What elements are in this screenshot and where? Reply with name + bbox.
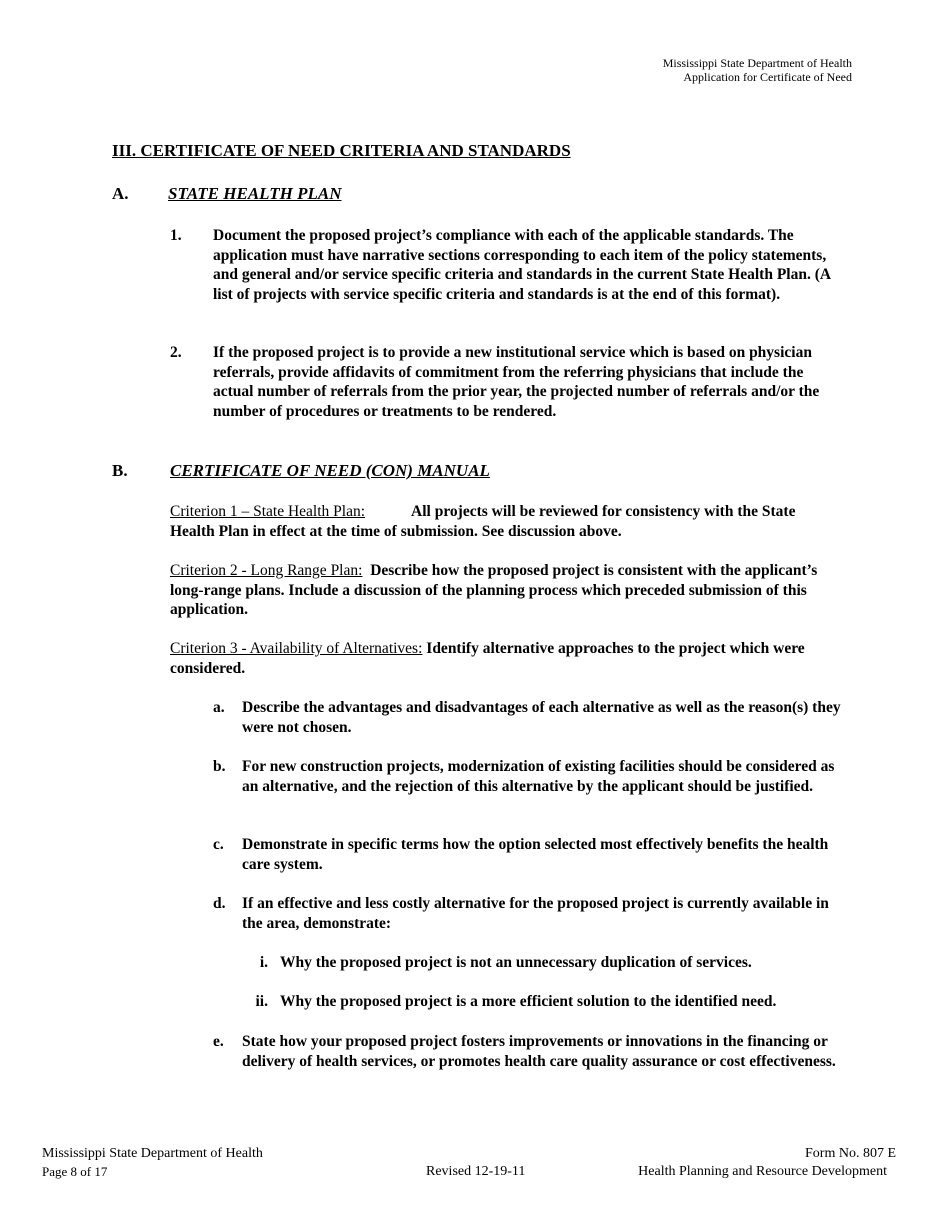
alternative-item-letter: a. bbox=[213, 699, 225, 716]
footer-revised-date: Revised 12-19-11 bbox=[426, 1164, 526, 1179]
alternative-item-letter: b. bbox=[213, 758, 226, 775]
footer-page-number: Page 8 of 17 bbox=[42, 1164, 108, 1179]
alternative-item-text: Demonstrate in specific terms how the option selected most effectively benefits the health care system. bbox=[242, 836, 829, 873]
criterion-1-text: All projects will be reviewed for consistency with the State Health Plan in effect at the time of submission. See discussion above. bbox=[170, 503, 796, 540]
part-a-title: STATE HEALTH PLAN bbox=[168, 184, 342, 203]
criterion-3-text: Identify alternative approaches to the project which were considered. bbox=[170, 640, 805, 677]
alternative-item-letter: e. bbox=[213, 1033, 224, 1050]
sub-item-number: i. bbox=[259, 954, 268, 971]
footer-division: Health Planning and Resource Development bbox=[638, 1164, 887, 1179]
section-title: III. CERTIFICATE OF NEED CRITERIA AND STANDARDS bbox=[112, 141, 571, 160]
sub-item-text: Why the proposed project is not an unnecessary duplication of services. bbox=[280, 954, 752, 971]
part-a-item-text: If the proposed project is to provide a new institutional service which is based on physician referrals, provide affidavits of commitment from the referring physicians that include the actual number of referrals from the prior year, the projected number of referrals and/or the number of procedures or treatments to be rendered. bbox=[213, 344, 820, 420]
alternative-item-text: For new construction projects, modernization of existing facilities should be considered as an alternative, and the rejection of this alternative by the applicant should be justified. bbox=[242, 758, 835, 795]
alternative-item-letter: d. bbox=[213, 895, 226, 912]
alternative-item-text: State how your proposed project fosters improvements or innovations in the financing or delivery of health services, or promotes health care quality assurance or cost effectiveness. bbox=[242, 1033, 836, 1070]
header-form-title: Application for Certificate of Need bbox=[683, 70, 852, 84]
criterion-3 bbox=[170, 639, 860, 678]
footer-form-number: Form No. 807 E bbox=[805, 1146, 896, 1161]
part-a-item-text: Document the proposed project’s compliance with each of the applicable standards. The application must have narrative sections corresponding to each item of the policy statements, and general and/or service specific criteria and standards in the current State Health Plan. (A list of projects with service specific criteria and standards is at the end of this format). bbox=[213, 227, 831, 303]
part-a-item-number: 1. bbox=[170, 227, 182, 244]
criterion-1-label: Criterion 1 – State Health Plan: bbox=[170, 503, 366, 520]
part-b-letter: B. bbox=[112, 461, 128, 480]
alternative-item-letter: c. bbox=[213, 836, 224, 853]
criterion-2 bbox=[170, 561, 842, 620]
sub-item-text: Why the proposed project is a more efficient solution to the identified need. bbox=[280, 993, 777, 1010]
criterion-2-label: Criterion 2 - Long Range Plan: bbox=[170, 562, 363, 579]
criterion-2-text: Describe how the proposed project is consistent with the applicant’s long-range plans. Include a discussion of the planning process which preceded submission of this application. bbox=[170, 562, 818, 619]
header-department: Mississippi State Department of Health bbox=[662, 56, 852, 70]
alternative-item-text: Describe the advantages and disadvantages of each alternative as well as the reason(s) they were not chosen. bbox=[242, 699, 841, 736]
criterion-3-label: Criterion 3 - Availability of Alternatives: bbox=[170, 640, 423, 657]
footer-department: Mississippi State Department of Health bbox=[42, 1146, 263, 1161]
part-b-title: CERTIFICATE OF NEED (CON) MANUAL bbox=[170, 461, 490, 480]
part-a-letter: A. bbox=[112, 184, 129, 203]
page-header bbox=[663, 56, 852, 84]
alternative-item-text: If an effective and less costly alternative for the proposed project is currently available in the area, demonstrate: bbox=[242, 895, 829, 932]
part-a-item-number: 2. bbox=[170, 344, 182, 361]
sub-item-number: ii. bbox=[255, 993, 268, 1010]
criterion-1 bbox=[170, 502, 842, 541]
